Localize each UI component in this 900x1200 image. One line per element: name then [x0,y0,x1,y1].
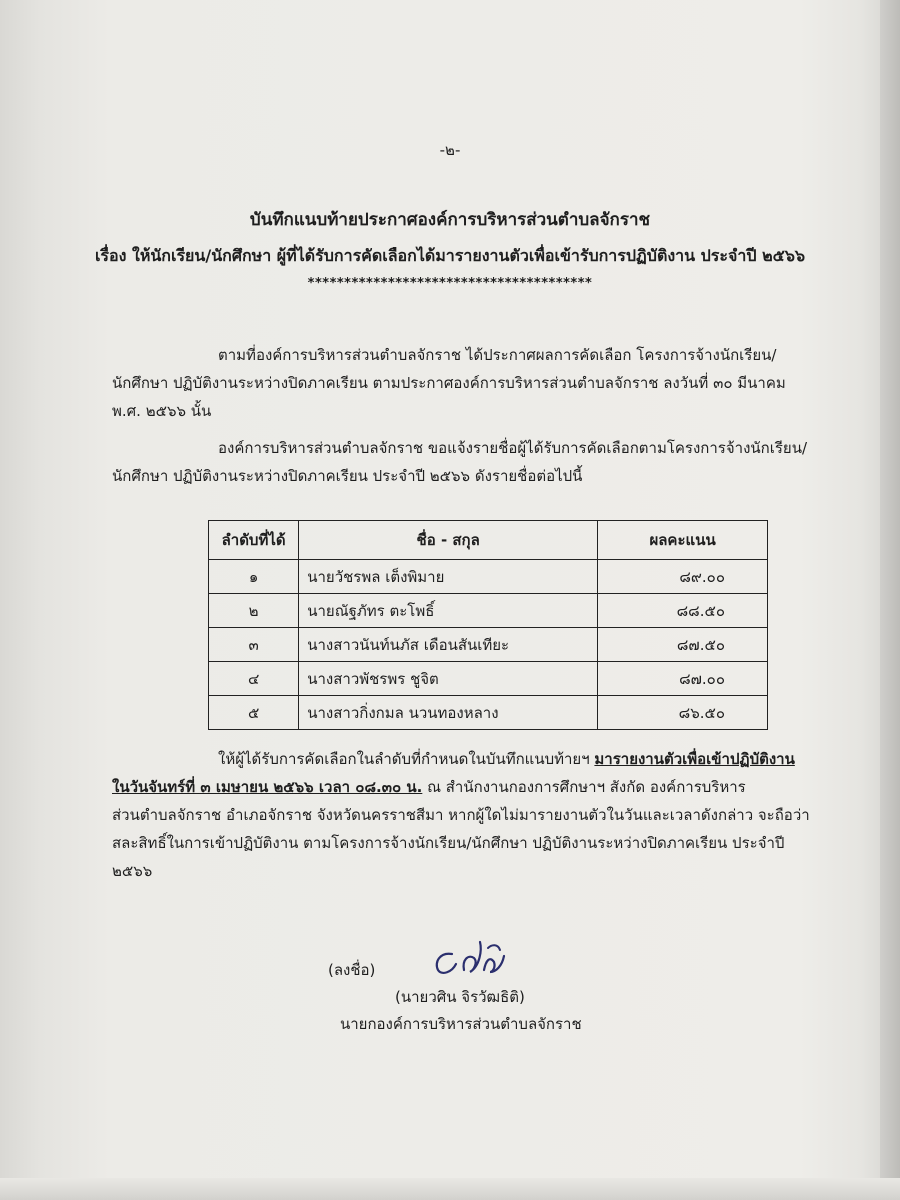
signer-name: (นายวศิน จิรวัฒธิติ) [395,988,525,1006]
row-name: นางสาวนันท์นภัส เดือนสันเทียะ [299,628,598,662]
header-name: ชื่อ - สกุล [299,521,598,560]
paragraph-line: สละสิทธิ์ในการเข้าปฏิบัติงาน ตามโครงการจ้างนักเรียน/นักศึกษา ปฏิบัติงานระหว่างปิดภาคเรียน ประจำปี [112,834,785,852]
paragraph-report-instruction [112,745,848,885]
row-name: นายณัฐภัทร ตะโพธิ์ [299,594,598,628]
report-date-emphasis: ในวันจันทร์ที่ ๓ เมษายน ๒๕๖๖ เวลา ๐๘.๓๐ น. [112,778,423,796]
paragraph-line [112,773,848,801]
row-rank: ๑ [209,560,299,594]
row-name: นางสาวพัชรพร ชูจิต [299,662,598,696]
results-table [208,520,768,730]
row-rank: ๔ [209,662,299,696]
table-header-row [209,521,768,560]
row-score: ๘๘.๕๐ [598,594,768,628]
paragraph-line: ตามที่องค์การบริหารส่วนตำบลจักราช ได้ประกาศผลการคัดเลือก โครงการจ้างนักเรียน/ [218,346,777,364]
table-row [209,696,768,730]
row-score: ๘๖.๕๐ [598,696,768,730]
page-number: -๒- [439,141,461,159]
header-score: ผลคะแนน [598,521,768,560]
row-rank: ๓ [209,628,299,662]
paragraph-line [112,745,848,773]
row-score: ๘๗.๐๐ [598,662,768,696]
header-rank: ลำดับที่ได้ [209,521,299,560]
paragraph-announcement [112,341,848,425]
table-row [209,662,768,696]
signature-prefix: (ลงชื่อ) [328,961,376,979]
row-score: ๘๗.๕๐ [598,628,768,662]
row-name: นายวัชรพล เต็งพิมาย [299,560,598,594]
paragraph-line: องค์การบริหารส่วนตำบลจักราช ขอแจ้งรายชื่อผู้ได้รับการคัดเลือกตามโครงการจ้างนักเรียน/ [218,439,808,457]
paper-bottom-fold [0,1178,900,1200]
location-text: ณ สำนักงานกองการศึกษาฯ สังกัด องค์การบริหาร [422,778,746,796]
separator-stars: *************************************** [307,276,593,291]
paragraph-line: นักศึกษา ปฏิบัติงานระหว่างปิดภาคเรียน ตามประกาศองค์การบริหารส่วนตำบลจักราช ลงวันที่ ๓๐ มีนาคม [112,374,786,392]
handwritten-signature [430,936,520,986]
report-emphasis: มารายงานตัวเพื่อเข้าปฏิบัติงาน [594,750,795,768]
table-row [209,594,768,628]
paper-edge-shadow [880,0,900,1200]
instruction-text: ให้ผู้ได้รับการคัดเลือกในลำดับที่กำหนดในบันทึกแนบท้ายฯ [218,750,595,768]
paragraph-notice [112,434,848,490]
document-subject: เรื่อง ให้นักเรียน/นักศึกษา ผู้ที่ได้รับการคัดเลือกได้มารายงานตัวเพื่อเข้ารับการปฏิบัติงาน ประจำปี ๒๕๖๖ [94,246,806,265]
paragraph-line: ส่วนตำบลจักราช อำเภอจักราช จังหวัดนครราชสีมา หากผู้ใดไม่มารายงานตัวในวันและเวลาดังกล่าว จะถือว่า [112,806,810,824]
row-rank: ๒ [209,594,299,628]
table-row [209,628,768,662]
row-rank: ๕ [209,696,299,730]
signer-position: นายกองค์การบริหารส่วนตำบลจักราช [340,1015,582,1033]
row-name: นางสาวกิ่งกมล นวนทองหลาง [299,696,598,730]
paragraph-line: พ.ศ. ๒๕๖๖ นั้น [112,402,212,420]
row-score: ๘๙.๐๐ [598,560,768,594]
paragraph-line: นักศึกษา ปฏิบัติงานระหว่างปิดภาคเรียน ประจำปี ๒๕๖๖ ดังรายชื่อต่อไปนี้ [112,467,583,485]
paragraph-line: ๒๕๖๖ [112,862,153,880]
table-row [209,560,768,594]
document-title: บันทึกแนบท้ายประกาศองค์การบริหารส่วนตำบลจักราช [249,210,651,230]
